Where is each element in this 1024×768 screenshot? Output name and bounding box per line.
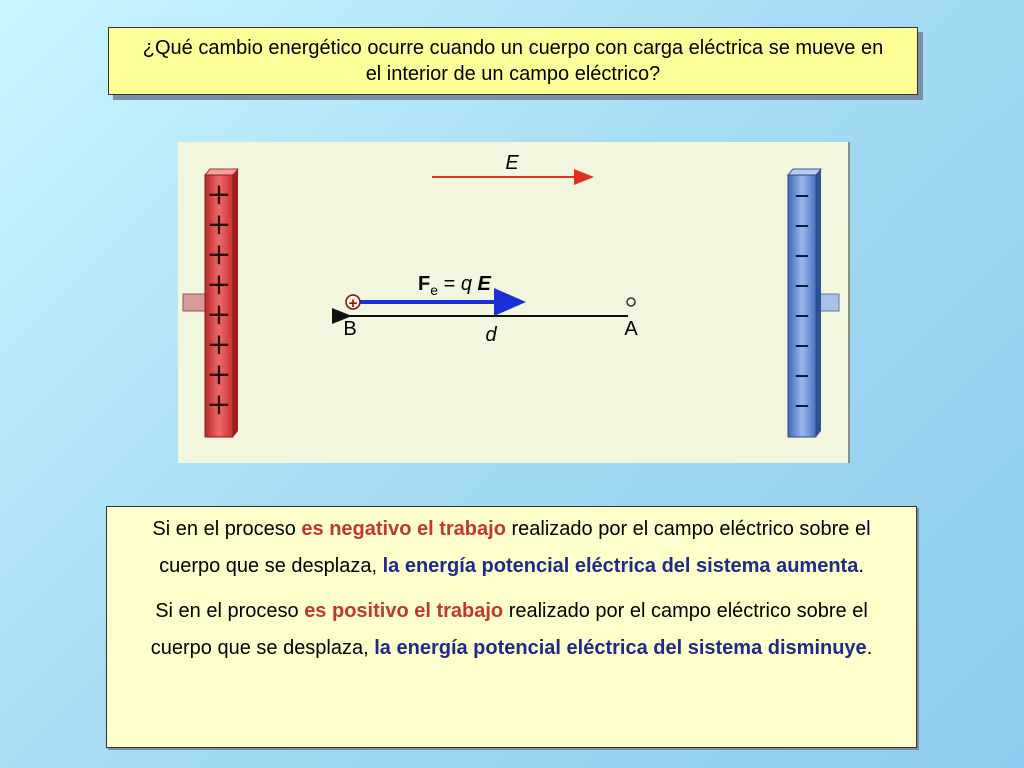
text-segment: realizado por el campo eléctrico sobre el cuerpo que se desplaza, [159,518,871,577]
text-segment: . [858,555,864,577]
positive-plate [183,169,238,437]
negative-plate [788,169,839,437]
negative-plate-sign: – [794,387,810,422]
positive-plate-sign: + [206,387,232,422]
force-label-equals: = [438,273,461,295]
text-segment: Si en el proceso [155,600,305,622]
answer-box [106,506,917,748]
positive-plate-sign: + [206,357,232,392]
negative-plate-sign: – [794,357,810,392]
electric-field-diagram [178,142,850,463]
positive-plate-sign: + [206,237,232,272]
highlight-energy-increases: la energía potencial eléctrica del sistema aumenta [382,555,859,577]
text-segment: . [866,637,873,659]
highlight-positive-work: es positivo el trabajo [304,600,504,622]
negative-plate-sign: – [794,177,810,212]
force-label-q: q [460,273,472,295]
question-text: ¿Qué cambio energético ocurre cuando un cuerpo con carga eléctrica se mueve en el interior de un campo eléctrico? [142,37,884,85]
positive-plate-sign: + [206,207,232,242]
negative-plate-sign: – [794,267,810,302]
positive-plate-sign: + [206,267,232,302]
highlight-negative-work: es negativo el trabajo [301,518,506,540]
positive-plate-sign: + [206,327,232,362]
positive-plate-sign: + [206,177,232,212]
charge-sign: + [348,295,358,312]
negative-plate-sign: – [794,327,810,362]
force-label [418,273,492,298]
question-box [108,27,918,95]
text-segment: Si en el proceso [152,518,302,540]
negative-plate-sign: – [794,207,810,242]
force-label-subscript: e [430,282,439,298]
text-segment: realizado por el campo eléctrico sobre el cuerpo que se desplaza, [150,600,868,659]
highlight-energy-decreases: la energía potencial eléctrica del sistema disminuye [374,637,867,659]
point-a-label: A [624,318,638,340]
force-label-e: E [477,273,491,295]
negative-plate-sign: – [794,297,810,332]
diagram-svg [178,142,848,463]
positive-plate-connector [183,294,207,311]
answer-paragraph-positive [125,593,898,667]
point-a-marker [627,298,635,306]
negative-plate-sign: – [794,237,810,272]
answer-paragraph-negative [125,511,898,585]
field-label: E [505,152,519,174]
distance-label: d [485,324,497,346]
point-b-label: B [343,318,357,340]
positive-plate-sign: + [206,297,232,332]
force-label-f: F [418,273,431,295]
